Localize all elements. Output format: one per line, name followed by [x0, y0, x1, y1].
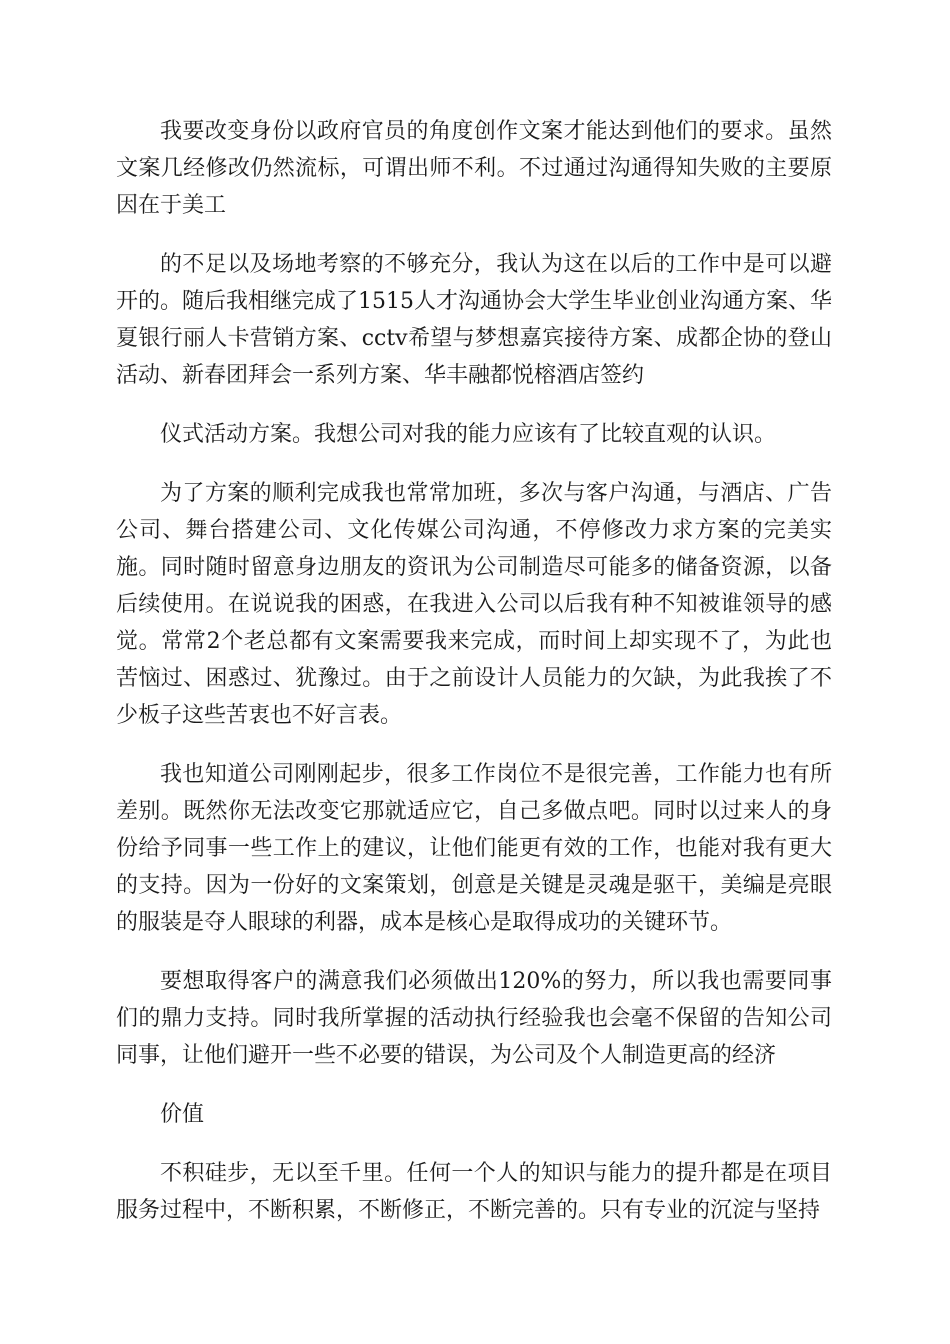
paragraph: 仪式活动方案。我想公司对我的能力应该有了比较直观的认识。 — [160, 422, 777, 447]
paragraph: 的不足以及场地考察的不够充分，我认为这在以后的工作中是可以避开的。随后我相继完成了1515人才沟通协会大学生毕业创业沟通方案、华夏银行丽人卡营销方案、cctv希望与梦想嘉宾接待方案、成都企协的登山活动、新春团拜会一系列方案、华丰融都悦榕酒店签约 — [116, 252, 832, 388]
document-body — [116, 113, 832, 1251]
paragraph: 我也知道公司刚刚起步，很多工作岗位不是很完善，工作能力也有所差别。既然你无法改变它那就适应它，自己多做点吧。同时以过来人的身份给予同事一些工作上的建议，让他们能更有效的工作，也能对我有更大的支持。因为一份好的文案策划，创意是关键是灵魂是驱干，美编是亮眼的服装是夺人眼球的利器，成本是核心是取得成功的关键环节。 — [116, 762, 832, 935]
paragraph: 不积硅步，无以至千里。任何一个人的知识与能力的提升都是在项目服务过程中，不断积累，不断修正，不断完善的。只有专业的沉淀与坚持 — [116, 1161, 832, 1223]
paragraph: 价值 — [160, 1102, 205, 1127]
paragraph: 我要改变身份以政府官员的角度创作文案才能达到他们的要求。虽然文案几经修改仍然流标，可谓出师不利。不过通过沟通得知失败的主要原因在于美工 — [116, 119, 832, 218]
paragraph: 要想取得客户的满意我们必须做出120%的努力，所以我也需要同事们的鼎力支持。同时我所掌握的活动执行经验我也会毫不保留的告知公司同事，让他们避开一些不必要的错误，为公司及个人制造更高的经济 — [116, 969, 832, 1068]
paragraph: 为了方案的顺利完成我也常常加班，多次与客户沟通，与酒店、广告公司、舞台搭建公司、文化传媒公司沟通，不停修改力求方案的完美实施。同时随时留意身边朋友的资讯为公司制造尽可能多的储备资源，以备后续使用。在说说我的困惑，在我进入公司以后我有种不知被谁领导的感觉。常常2个老总都有文案需要我来完成，而时间上却实现不了，为此也苦恼过、困惑过、犹豫过。由于之前设计人员能力的欠缺，为此我挨了不少板子这些苦衷也不好言表。 — [116, 481, 832, 728]
